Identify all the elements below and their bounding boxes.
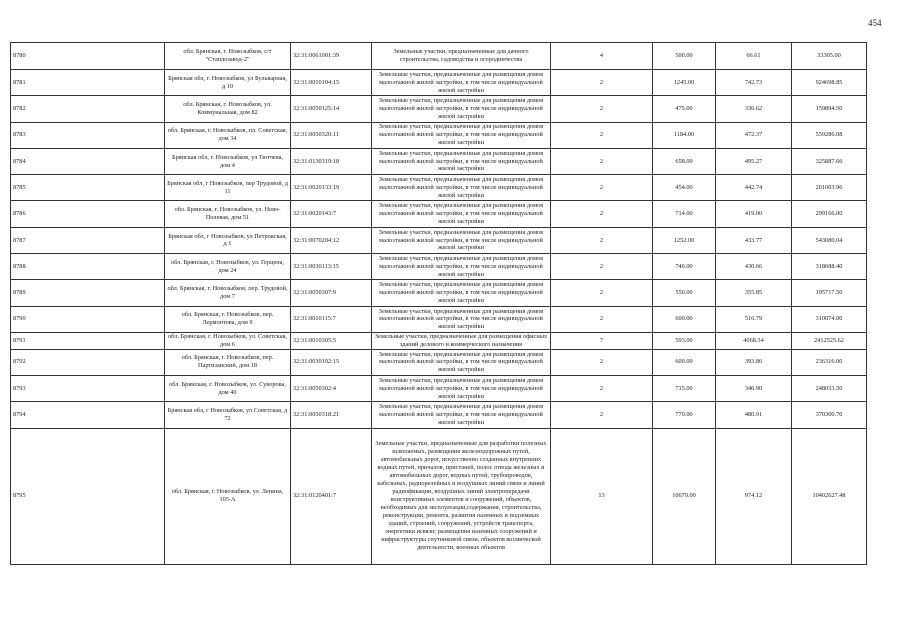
land-use-cell: Земельные участки, предназначенные для размещения домов малоэтажной жилой застройки, в том числе индивидуальной жилой застройки: [372, 148, 551, 174]
cadastral-number-cell: 32:31:0130319:18: [291, 148, 372, 174]
cadastral-number-cell: 32:31:0030113:15: [291, 254, 372, 280]
table-row: [11, 43, 867, 70]
record-number: 8780: [11, 43, 165, 70]
cadastral-number-cell: 32:31:0050320:11: [291, 122, 372, 148]
address-cell: обл. Брянская, г. Новозыбков, пер. Лермонтова, дом 9: [165, 306, 291, 332]
cadastral-value-cell: 33305.00: [792, 43, 867, 70]
record-number: 8783: [11, 122, 165, 148]
table-row: [11, 70, 867, 96]
table-row: [11, 428, 867, 564]
table-row: [11, 402, 867, 428]
area-cell: 1252.00: [653, 227, 716, 253]
record-number: 8787: [11, 227, 165, 253]
record-number: 8784: [11, 148, 165, 174]
specific-value-cell: 516.79: [716, 306, 792, 332]
land-group-cell: 2: [551, 148, 653, 174]
land-group-cell: 2: [551, 402, 653, 428]
area-cell: 475.00: [653, 96, 716, 122]
land-use-cell: Земельные участки, предназначенные для размещения домов малоэтажной жилой застройки, в том числе индивидуальной жилой застройки: [372, 402, 551, 428]
land-registry-table: [10, 42, 867, 565]
land-group-cell: 2: [551, 254, 653, 280]
land-group-cell: 2: [551, 122, 653, 148]
cadastral-number-cell: 32:31:0020133:19: [291, 175, 372, 201]
area-cell: 500.00: [653, 43, 716, 70]
land-group-cell: 2: [551, 375, 653, 401]
cadastral-value-cell: 543080.04: [792, 227, 867, 253]
specific-value-cell: 430.66: [716, 254, 792, 280]
land-use-cell: Земельные участки, предназначенные для размещения домов малоэтажной жилой застройки, в том числе индивидуальной жилой застройки: [372, 227, 551, 253]
land-use-cell: Земельные участки, предназначенные для размещения офисных зданий делового и коммерческого назначения: [372, 332, 551, 349]
cadastral-value-cell: 159894.50: [792, 96, 867, 122]
record-number: 8794: [11, 402, 165, 428]
address-cell: обл. Брянская, г. Новозыбков, ул. Ново-Полевая, дом 51: [165, 201, 291, 227]
land-group-cell: 2: [551, 96, 653, 122]
land-group-cell: 2: [551, 70, 653, 96]
address-cell: Брянская обл, г Новозыбков, ул Петровская, д 1: [165, 227, 291, 253]
land-group-cell: 2: [551, 306, 653, 332]
land-use-cell: Земельные участки, предназначенные для размещения домов малоэтажной жилой застройки, в том числе индивидуальной жилой застройки: [372, 306, 551, 332]
cadastral-value-cell: 310074.00: [792, 306, 867, 332]
land-group-cell: 2: [551, 201, 653, 227]
cadastral-number-cell: 32:31:0070204:12: [291, 227, 372, 253]
land-use-cell: Земельные участки, предназначенные для размещения домов малоэтажной жилой застройки, в том числе индивидуальной жилой застройки: [372, 375, 551, 401]
land-use-cell: Земельные участки, предназначенные для размещения домов малоэтажной жилой застройки, в том числе индивидуальной жилой застройки: [372, 122, 551, 148]
record-number: 8788: [11, 254, 165, 280]
specific-value-cell: 336.62: [716, 96, 792, 122]
table-row: [11, 122, 867, 148]
area-cell: 10679.00: [653, 428, 716, 564]
land-use-cell: Земельные участки, предназначенные для размещения домов малоэтажной жилой застройки, в том числе индивидуальной жилой застройки: [372, 70, 551, 96]
cadastral-value-cell: 195717.50: [792, 280, 867, 306]
specific-value-cell: 974.12: [716, 428, 792, 564]
specific-value-cell: 442.74: [716, 175, 792, 201]
specific-value-cell: 419.00: [716, 201, 792, 227]
cadastral-number-cell: 32:31:0050318:21: [291, 402, 372, 428]
cadastral-number-cell: 32:31:0050125:14: [291, 96, 372, 122]
table-row: [11, 227, 867, 253]
cadastral-value-cell: 370300.70: [792, 402, 867, 428]
land-group-cell: 4: [551, 43, 653, 70]
address-cell: обл. Брянская, г. Новозыбков, с/т "Стаплозавод-2": [165, 43, 291, 70]
address-cell: обл. Брянская, г. Новозыбков, ул. Ленина, 105-А: [165, 428, 291, 564]
area-cell: 740.00: [653, 254, 716, 280]
table-row: [11, 332, 867, 349]
cadastral-number-cell: 32:31:0120401:7: [291, 428, 372, 564]
area-cell: 658.00: [653, 148, 716, 174]
cadastral-number-cell: 32:31:0010305:5: [291, 332, 372, 349]
cadastral-number-cell: 32:31:0010115:7: [291, 306, 372, 332]
table-row: [11, 280, 867, 306]
land-group-cell: 2: [551, 227, 653, 253]
address-cell: обл. Брянская, г. Новозыбков, ул. Советская, дом 6: [165, 332, 291, 349]
land-use-cell: Земельные участки, предназначенные для дачного строительства, садоводства и огородничества: [372, 43, 551, 70]
land-group-cell: 2: [551, 349, 653, 375]
address-cell: Брянская обл, г Новозыбков, пер Трудовой, д 11: [165, 175, 291, 201]
cadastral-value-cell: 2412525.62: [792, 332, 867, 349]
land-group-cell: 13: [551, 428, 653, 564]
record-number: 8789: [11, 280, 165, 306]
area-cell: 1184.00: [653, 122, 716, 148]
cadastral-value-cell: 201003.96: [792, 175, 867, 201]
land-group-cell: 7: [551, 332, 653, 349]
land-group-cell: 2: [551, 175, 653, 201]
area-cell: 1245.00: [653, 70, 716, 96]
land-use-cell: Земельные участки, предназначенные для размещения домов малоэтажной жилой застройки, в том числе индивидуальной жилой застройки: [372, 96, 551, 122]
land-use-cell: Земельные участки, предназначенные для разработки полезных ископаемых, размещения железнодорожных путей, автомобильных дорог, искусственно созданных внутренних водных путей, причалов, пристаней, полос отвода железных и автомобильных дорог, водных путей, трубопроводов, кабельных, радиорелейных и воздушных линий связи и линий радиофикации, воздушных линий электропередачи конструктивных элементов и сооружений, объектов, необходимых для эксплуатации,содержания, строительства, реконструкции, ремонта, развития наземных и подземных зданий, строений, сооружений, устройств транспорта, энергетики исвязи; размещения наземных сооружений и инфраструктуры спутниковой связи, объектов космической деятельности, военных объектов: [372, 428, 551, 564]
table-row: [11, 254, 867, 280]
land-use-cell: Земельные участки, предназначенные для размещения домов малоэтажной жилой застройки, в том числе индивидуальной жилой застройки: [372, 201, 551, 227]
table-row: [11, 375, 867, 401]
address-cell: Брянская обл, г Новозыбков, ул Советская, д 72: [165, 402, 291, 428]
record-number: 8795: [11, 428, 165, 564]
cadastral-value-cell: 325887.66: [792, 148, 867, 174]
specific-value-cell: 480.91: [716, 402, 792, 428]
cadastral-value-cell: 236316.00: [792, 349, 867, 375]
area-cell: 454.00: [653, 175, 716, 201]
cadastral-number-cell: 32:31:0061001:39: [291, 43, 372, 70]
address-cell: обл. Брянская, г. Новозыбков, пер. Трудовой, дом 7: [165, 280, 291, 306]
table-row: [11, 175, 867, 201]
area-cell: 770.00: [653, 402, 716, 428]
land-use-cell: Земельные участки, предназначенные для размещения домов малоэтажной жилой застройки, в том числе индивидуальной жилой застройки: [372, 349, 551, 375]
record-number: 8785: [11, 175, 165, 201]
table-row: [11, 349, 867, 375]
land-group-cell: 2: [551, 280, 653, 306]
specific-value-cell: 346.90: [716, 375, 792, 401]
address-cell: обл. Брянская, г. Новозыбков, ул. Герцена, дом 24: [165, 254, 291, 280]
table-row: [11, 148, 867, 174]
address-cell: Брянская обл, г. Новозыбков, ул Тютчева, дом 4: [165, 148, 291, 174]
cadastral-value-cell: 559286.08: [792, 122, 867, 148]
record-number: 8790: [11, 306, 165, 332]
cadastral-number-cell: 32:31:0050302:4: [291, 375, 372, 401]
page-number: 454: [868, 18, 882, 28]
cadastral-value-cell: 299166.00: [792, 201, 867, 227]
address-cell: обл. Брянская, г. Новозыбков, ул. Суворова, дом 40: [165, 375, 291, 401]
registry-rows: [11, 43, 867, 565]
cadastral-value-cell: 248033.50: [792, 375, 867, 401]
record-number: 8786: [11, 201, 165, 227]
specific-value-cell: 355.85: [716, 280, 792, 306]
area-cell: 714.00: [653, 201, 716, 227]
specific-value-cell: 495.27: [716, 148, 792, 174]
address-cell: обл. Брянская, г. Новозыбков, ул. Коммунальная, дом 82: [165, 96, 291, 122]
cadastral-number-cell: 32:31:0030102:15: [291, 349, 372, 375]
area-cell: 600.00: [653, 349, 716, 375]
land-use-cell: Земельные участки, предназначенные для размещения домов малоэтажной жилой застройки, в том числе индивидуальной жилой застройки: [372, 254, 551, 280]
area-cell: 550.00: [653, 280, 716, 306]
record-number: 8782: [11, 96, 165, 122]
record-number: 8781: [11, 70, 165, 96]
table-row: [11, 306, 867, 332]
area-cell: 715.00: [653, 375, 716, 401]
address-cell: обл. Брянская, г. Новозыбков, пл. Советская, дом 34: [165, 122, 291, 148]
cadastral-value-cell: 318688.40: [792, 254, 867, 280]
record-number: 8792: [11, 349, 165, 375]
address-cell: обл. Брянская, г. Новозыбков, пер. Партизанский, дом 18: [165, 349, 291, 375]
area-cell: 600.00: [653, 306, 716, 332]
land-use-cell: Земельные участки, предназначенные для размещения домов малоэтажной жилой застройки, в том числе индивидуальной жилой застройки: [372, 175, 551, 201]
table-row: [11, 96, 867, 122]
table-row: [11, 201, 867, 227]
record-number: 8793: [11, 375, 165, 401]
specific-value-cell: 66.61: [716, 43, 792, 70]
address-cell: Брянская обл, г. Новозыбков, ул Бульварная, д 10: [165, 70, 291, 96]
specific-value-cell: 4068.34: [716, 332, 792, 349]
cadastral-number-cell: 32:31:0020143:7: [291, 201, 372, 227]
cadastral-value-cell: 924698.85: [792, 70, 867, 96]
specific-value-cell: 472.37: [716, 122, 792, 148]
specific-value-cell: 393.86: [716, 349, 792, 375]
specific-value-cell: 742.73: [716, 70, 792, 96]
cadastral-value-cell: 10402627.48: [792, 428, 867, 564]
land-use-cell: Земельные участки, предназначенные для размещения домов малоэтажной жилой застройки, в том числе индивидуальной жилой застройки: [372, 280, 551, 306]
specific-value-cell: 433.77: [716, 227, 792, 253]
cadastral-number-cell: 32:31:0010104:15: [291, 70, 372, 96]
area-cell: 593.00: [653, 332, 716, 349]
cadastral-number-cell: 32:31:0050307:9: [291, 280, 372, 306]
record-number: 8791: [11, 332, 165, 349]
